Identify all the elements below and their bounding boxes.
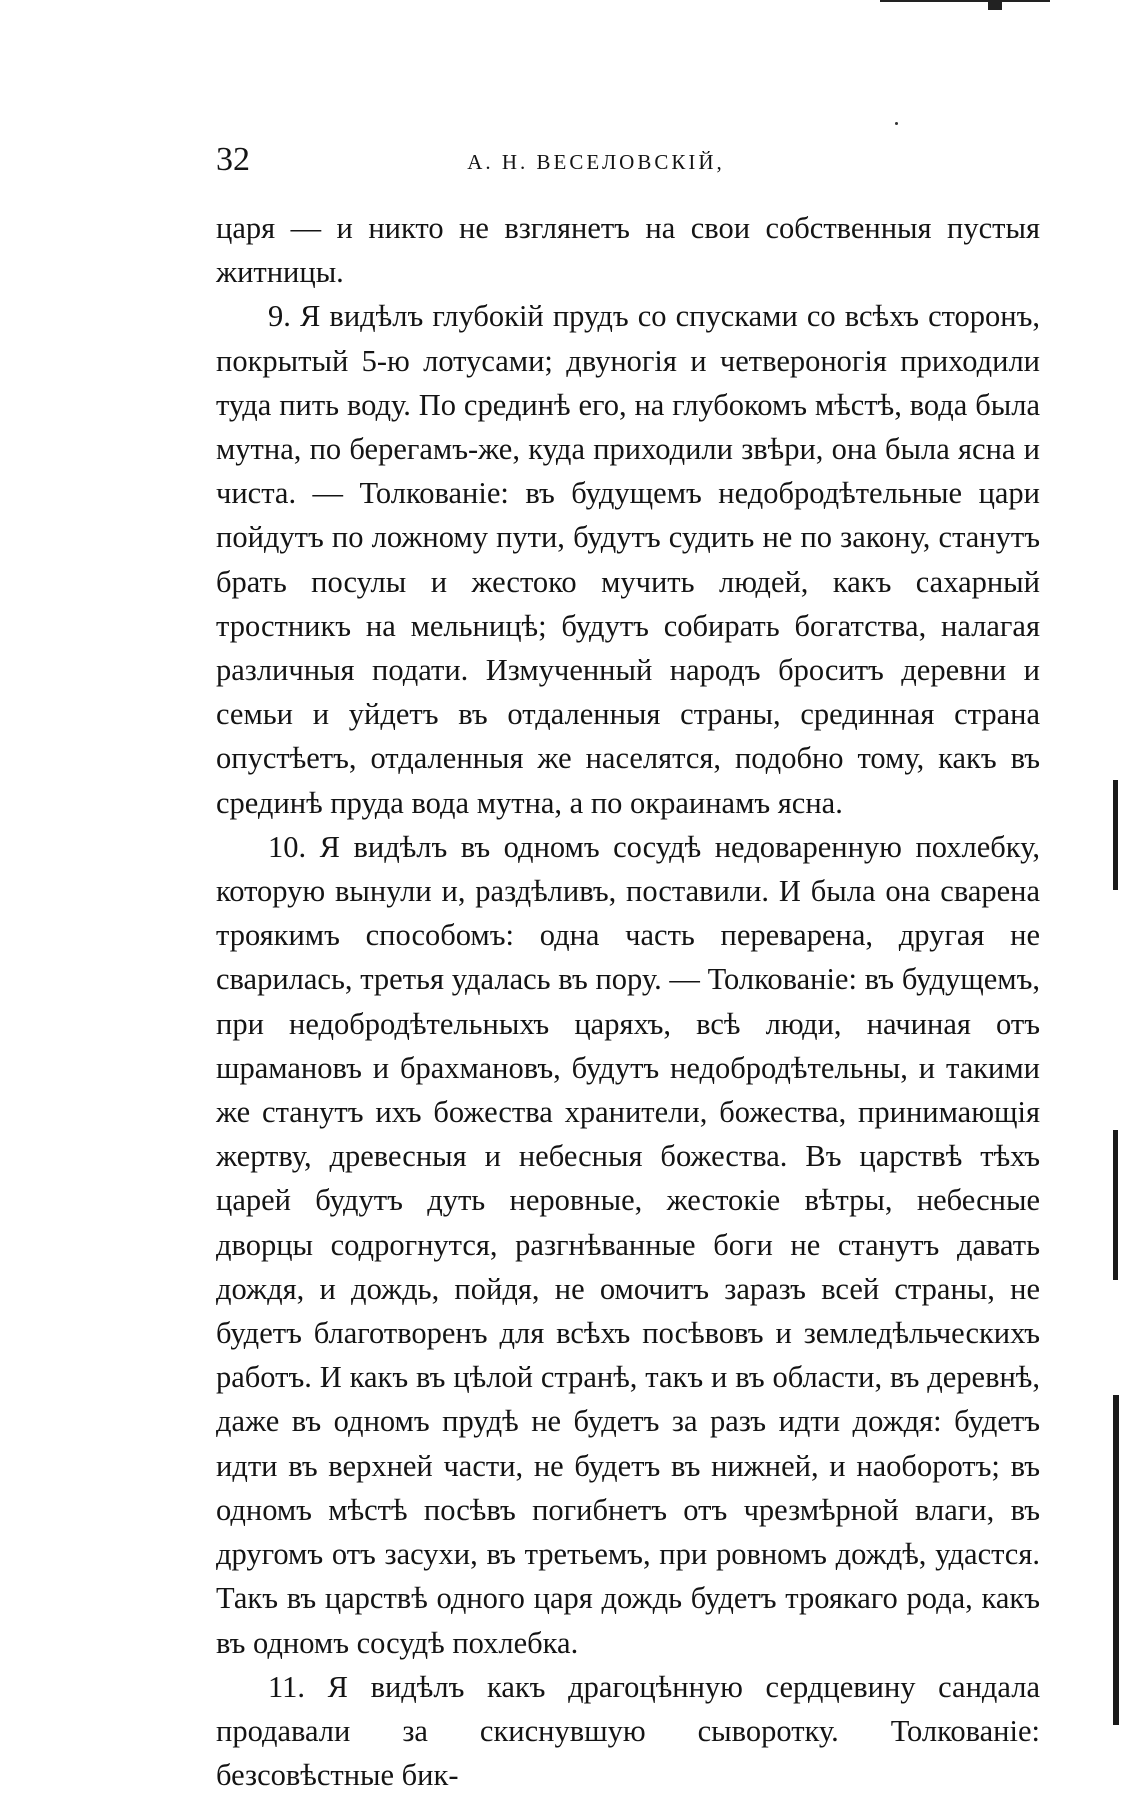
paragraph-9: 9. Я видѣлъ глубокій прудъ со спусками со всѣхъ сторонъ, покрытый 5-ю лотусами; двуногія и четвероногія приходили туда пить воду. По срединѣ его, на глубокомъ мѣстѣ, вода была мутна, по берегамъ-же, куда приходили звѣри, она была ясна и чиста. — Толкованіе: въ будущемъ недобродѣтельные цари пойдутъ по ложному пути, будутъ судить не по закону, станутъ брать посулы и жестоко мучить людей, какъ сахарный тростникъ на мельницѣ; будутъ собирать богатства, налагая различныя подати. Измученный народъ броситъ деревни и семьи и уйдетъ въ отдаленныя страны, срединная страна опустѣетъ, отдаленныя же населятся, подобно тому, какъ въ срединѣ пруда вода мутна, а по окраинамъ ясна. xyxy=(216,299,1040,820)
paragraph-11: 11. Я видѣлъ какъ драгоцѣнную сердцевину сандала продавали за скиснувшую сыворотку. Толкованіе: безсовѣстные бик- xyxy=(216,1669,1040,1793)
scan-margin-line xyxy=(1113,1130,1118,1280)
scan-margin-line xyxy=(1113,1395,1119,1725)
body-text xyxy=(216,206,1040,1797)
scan-speck xyxy=(895,122,898,125)
running-head-author: А. Н. ВЕСЕЛОВСКІЙ, xyxy=(467,150,725,174)
page-number: 32 xyxy=(216,141,250,178)
running-head xyxy=(216,140,1036,180)
paragraph-10: 10. Я видѣлъ въ одномъ сосудѣ недоваренную похлебку, которую вынули и, раздѣливъ, поставили. И была она сварена троякимъ способомъ: одна часть переварена, другая не сварилась, третья удалась въ пору. — Толкованіе: въ будущемъ, при недобродѣтельныхъ царяхъ, всѣ люди, начиная отъ шрамановъ и брахмановъ, будутъ недобродѣтельны, и такими же станутъ ихъ божества хранители, божества, принимающія жертву, древесныя и небесныя божества. Въ царствѣ тѣхъ царей будутъ дуть неровные, жестокіе вѣтры, небесные дворцы содрогнутся, разгнѣванные боги не станутъ давать дождя, и дождь, пойдя, не омочитъ заразъ всей страны, не будетъ благотворенъ для всѣхъ посѣвовъ и земледѣльческихъ работъ. И какъ въ цѣлой странѣ, такъ и въ области, въ деревнѣ, даже въ одномъ прудѣ не будетъ за разъ идти дождя: будетъ идти въ верхней части, не будетъ въ нижней, и наоборотъ; въ одномъ мѣстѣ посѣвъ погибнетъ отъ чрезмѣрной влаги, въ другомъ отъ засухи, въ третьемъ, при ровномъ дождѣ, удастся. Такъ въ царствѣ одного царя дождь будетъ троякаго рода, какъ въ одномъ сосудѣ похлебка. xyxy=(216,829,1040,1660)
scan-edge-mark xyxy=(880,0,1050,12)
paragraph-continuation: царя — и никто не взглянетъ на свои собственныя пустыя житницы. xyxy=(216,211,1040,290)
scan-margin-line xyxy=(1113,780,1118,890)
